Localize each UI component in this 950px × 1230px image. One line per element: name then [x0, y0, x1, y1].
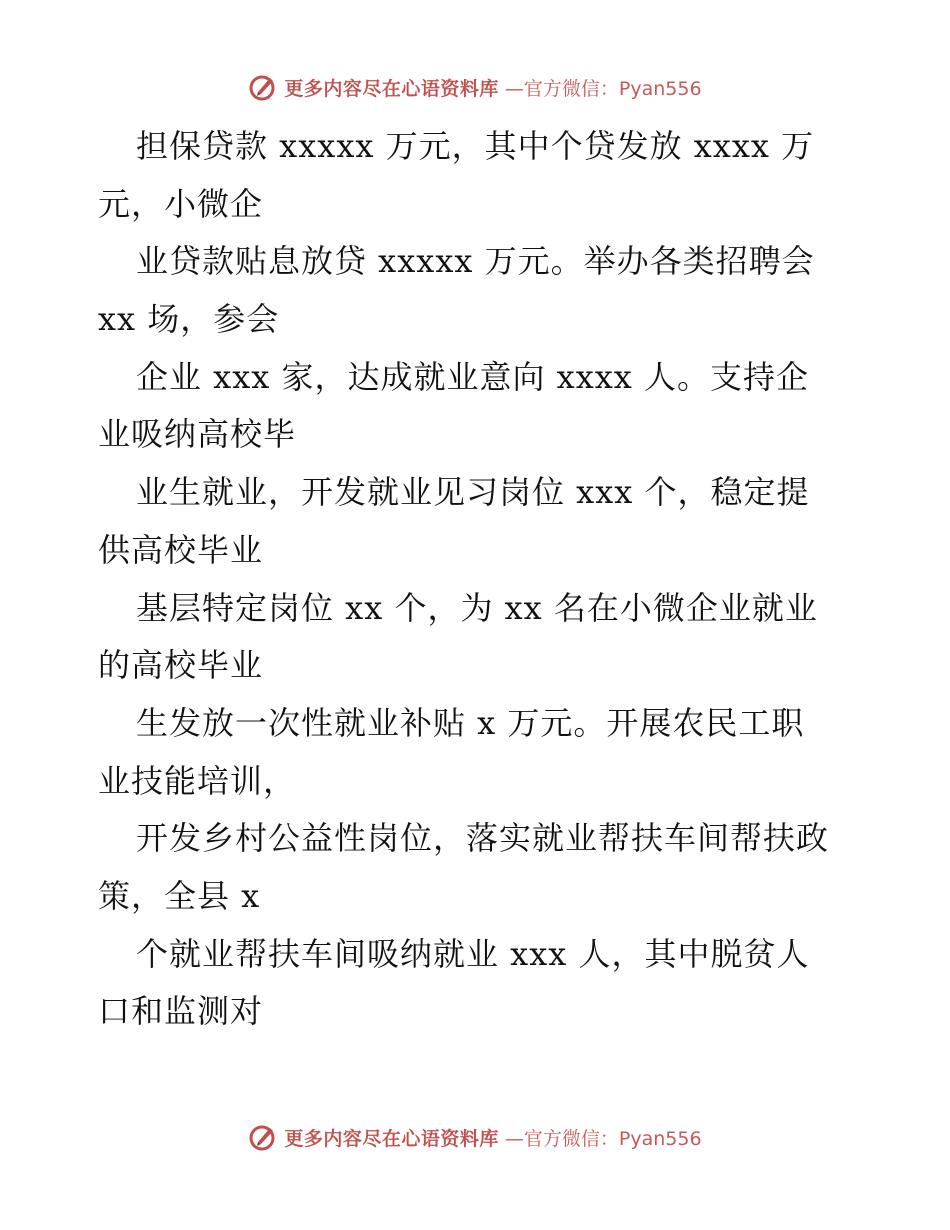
body-line: 供高校毕业	[98, 530, 264, 569]
watermark-main-text: 更多内容尽在心语资料库	[284, 1127, 499, 1150]
body-line: 个就业帮扶车间吸纳就业 xxx 人，其中脱贫人	[136, 934, 810, 973]
body-line: 口和监测对	[98, 992, 264, 1031]
body-line: 策，全县 x	[98, 876, 261, 915]
body-line: 企业 xxx 家，达成就业意向 xxxx 人。支持企	[136, 357, 810, 396]
footer-watermark	[0, 1122, 950, 1152]
body-line: xx 场，参会	[98, 300, 280, 339]
document-body	[98, 118, 858, 1041]
body-line: 业吸纳高校毕	[98, 415, 297, 454]
body-line: 业贷款贴息放贷 xxxxx 万元。举办各类招聘会	[136, 242, 815, 281]
watermark-main-text: 更多内容尽在心语资料库	[284, 77, 499, 100]
pen-logo-icon	[248, 72, 278, 102]
pen-logo-icon	[248, 1122, 278, 1152]
body-line: 业技能培训，	[98, 761, 297, 800]
body-line: 元，小微企	[98, 184, 264, 223]
body-line: 基层特定岗位 xx 个，为 xx 名在小微企业就业	[136, 588, 818, 627]
body-line: 担保贷款 xxxxx 万元，其中个贷发放 xxxx 万	[136, 127, 815, 165]
body-line: 生发放一次性就业补贴 x 万元。开展农民工职	[136, 703, 805, 742]
watermark-sub-text: —官方微信：Pyan556	[504, 77, 702, 100]
header-watermark	[0, 72, 950, 102]
watermark-sub-text: —官方微信：Pyan556	[504, 1127, 702, 1150]
body-line: 开发乡村公益性岗位，落实就业帮扶车间帮扶政	[136, 819, 830, 858]
body-line: 业生就业，开发就业见习岗位 xxx 个，稳定提	[136, 473, 810, 512]
body-line: 的高校毕业	[98, 646, 264, 685]
